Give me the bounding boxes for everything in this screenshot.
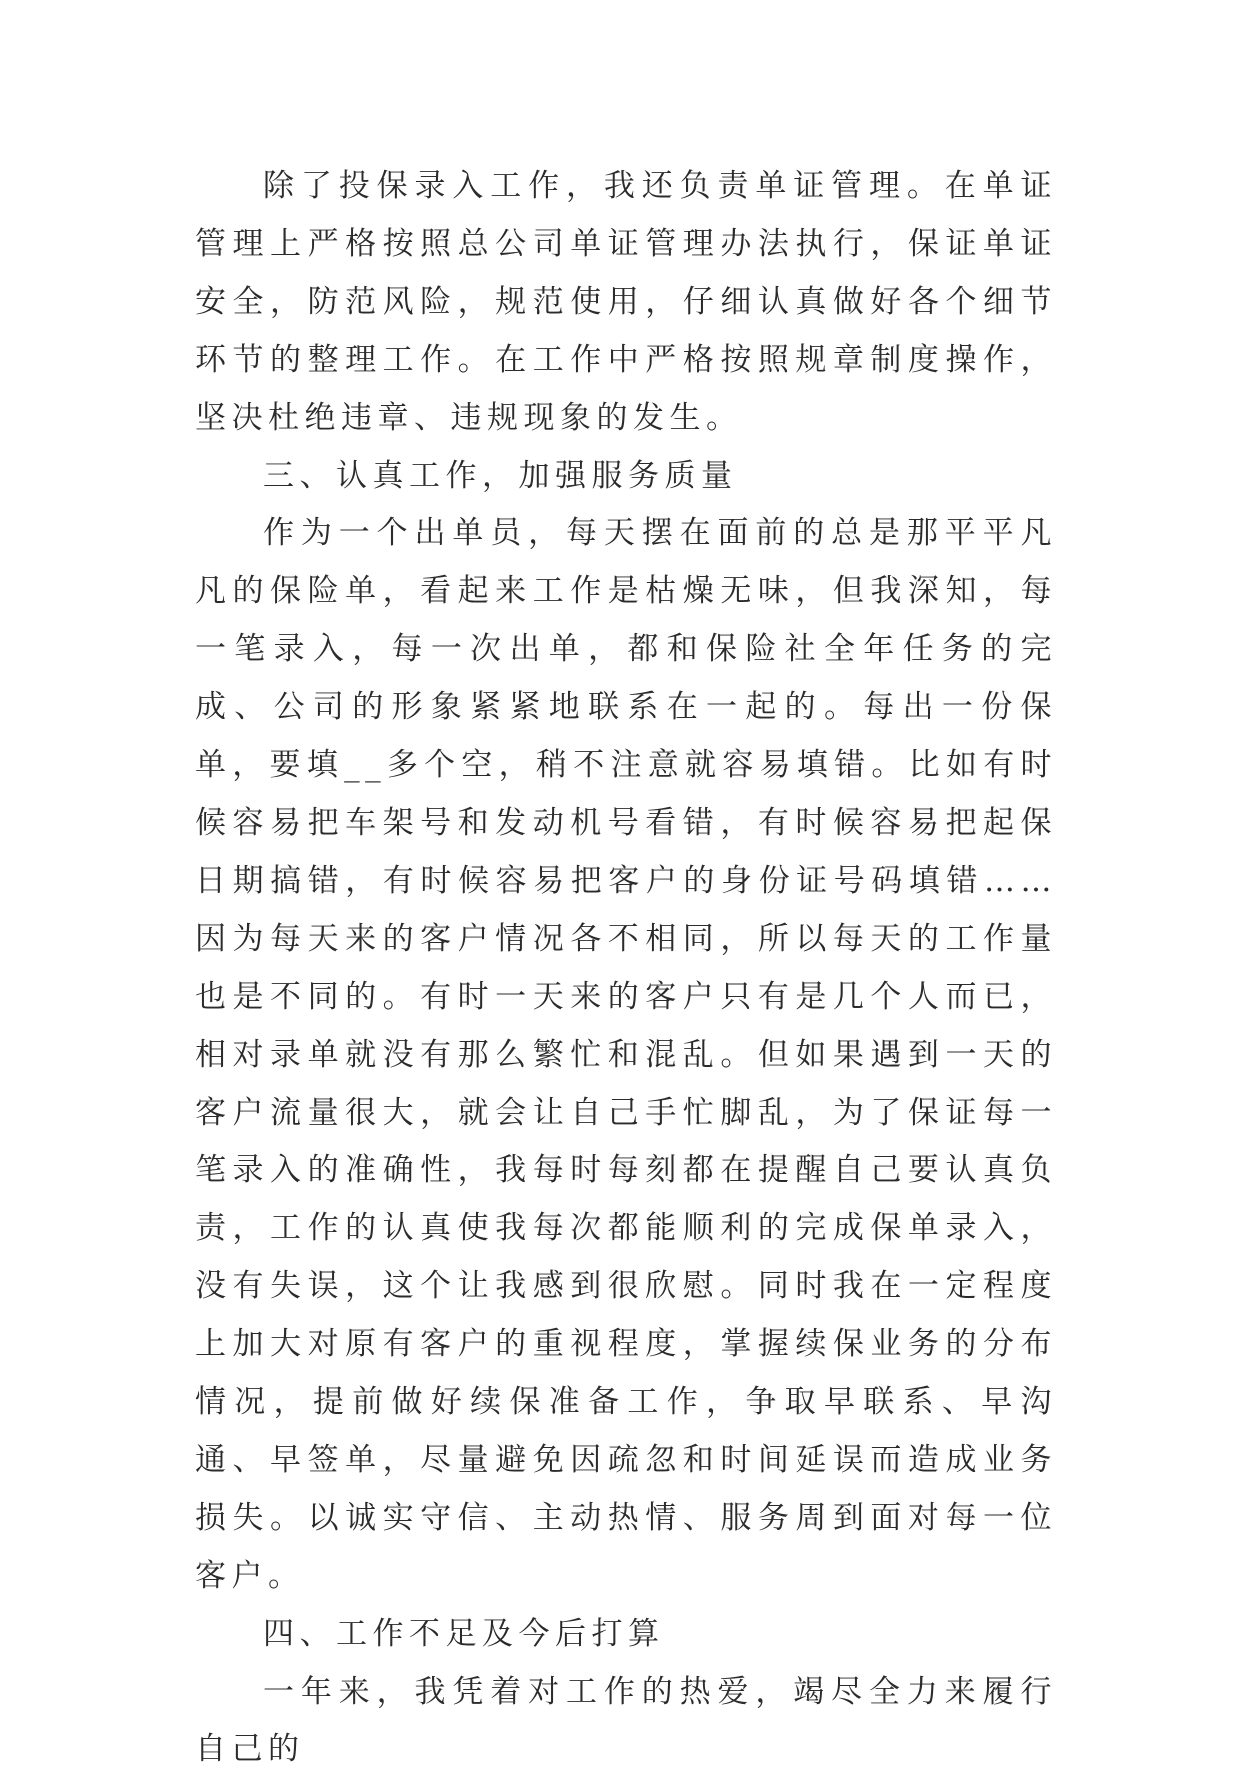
document-body <box>195 158 1057 1779</box>
paragraph-clerk-duties: 作为一个出单员，每天摆在面前的总是那平平凡凡的保险单，看起来工作是枯燥无味，但我深知，每一笔录入，每一次出单，都和保险社全年任务的完成、公司的形象紧紧地联系在一起的。每出一份保单，要填__多个空，稍不注意就容易填错。比如有时候容易把车架号和发动机号看错，有时候容易把起保日期搞错，有时候容易把客户的身份证号码填错……因为每天来的客户情况各不相同，所以每天的工作量也是不同的。有时一天来的客户只有是几个人而已，相对录单就没有那么繁忙和混乱。但如果遇到一天的客户流量很大，就会让自己手忙脚乱，为了保证每一笔录入的准确性，我每时每刻都在提醒自己要认真负责，工作的认真使我每次都能顺利的完成保单录入，没有失误，这个让我感到很欣慰。同时我在一定程度上加大对原有客户的重视程度，掌握续保业务的分布情况，提前做好续保准备工作，争取早联系、早沟通、早签单，尽量避免因疏忽和时间延误而造成业务损失。以诚实守信、主动热情、服务周到面对每一位客户。 <box>195 515 1057 1594</box>
section-heading-service-quality: 三、认真工作，加强服务质量 <box>263 457 738 494</box>
paragraph-document-management: 除了投保录入工作，我还负责单证管理。在单证管理上严格按照总公司单证管理办法执行，保证单证安全，防范风险，规范使用，仔细认真做好各个细节环节的整理工作。在工作中严格按照规章制度操作，坚决杜绝违章、违规现象的发生。 <box>195 168 1057 436</box>
section-heading-shortcomings-plans: 四、工作不足及今后打算 <box>263 1615 665 1652</box>
paragraph-year-review: 一年来，我凭着对工作的热爱，竭尽全力来履行自己的 <box>195 1673 1057 1768</box>
